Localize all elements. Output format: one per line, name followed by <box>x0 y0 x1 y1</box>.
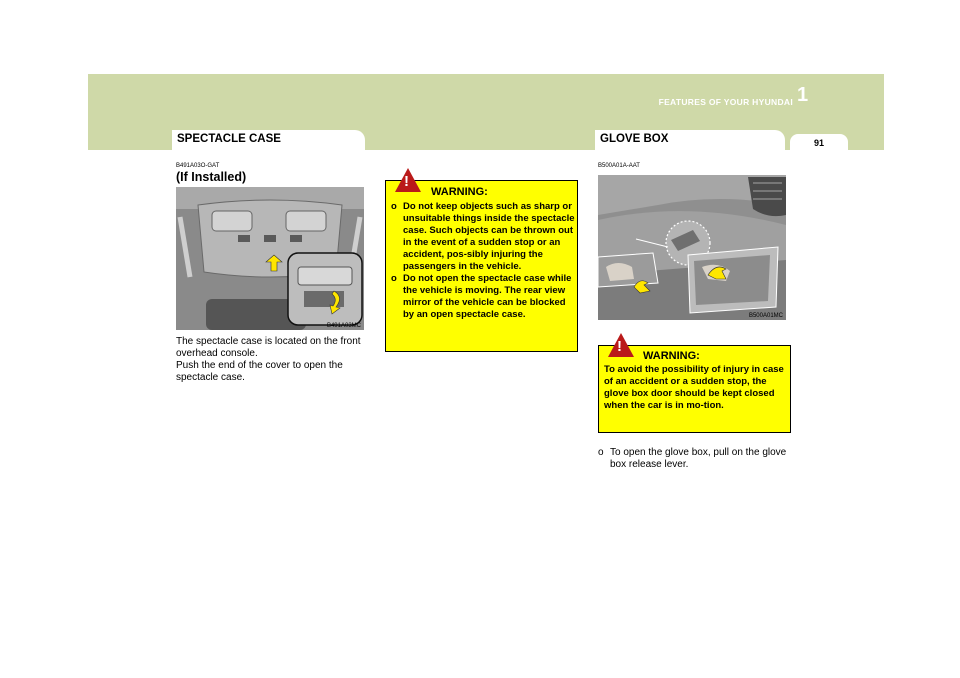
warning-list <box>391 201 575 321</box>
warning-item: o Do not keep objects such as sharp or unsuitable things inside the spectacle case. Such objects can be thrown out in the event of a sudden stop or an accident, pos-sibly injuring the passengers in the vehicle. <box>391 201 575 272</box>
section-title-glove-box: GLOVE BOX <box>595 130 785 150</box>
warning-icon: ! <box>608 333 634 357</box>
glove-box-warning-text: To avoid the possibility of injury in case of an accident or a sudden stop, the glove box door should be kept closed when the car is in mo-tion. <box>604 364 784 411</box>
glove-box-illustration <box>598 175 786 320</box>
if-installed-heading: (If Installed) <box>176 170 247 184</box>
warning-icon: ! <box>395 168 421 192</box>
spectacle-case-code: B491A03O-GAT <box>176 163 220 169</box>
spectacle-case-open-text: Push the end of the cover to open the spectacle case. <box>176 360 343 383</box>
spectacle-case-warning-box <box>385 173 578 352</box>
page-number: 91 <box>790 134 848 150</box>
warning-title: WARNING: <box>643 350 700 362</box>
overhead-console-illustration <box>176 187 364 330</box>
glove-box-code: B500A01A-AAT <box>598 163 640 169</box>
section-title-spectacle-case: SPECTACLE CASE <box>172 130 365 150</box>
spectacle-case-location-text: The spectacle case is located on the front overhead console. <box>176 336 361 359</box>
spectacle-case-photo <box>176 187 364 330</box>
warning-item: o Do not open the spectacle case while the vehicle is moving. The rear view mirror of the vehicle can be blocked by an open spectacle case. <box>391 273 572 320</box>
glove-box-warning-box <box>598 338 791 433</box>
photo-code-label: B500A01MC <box>748 313 783 319</box>
chapter-title: FEATURES OF YOUR HYUNDAI <box>658 97 793 107</box>
instruction-item: o To open the glove box, pull on the glove box release lever. <box>598 447 787 470</box>
glove-box-instructions <box>598 447 790 471</box>
warning-title: WARNING: <box>431 186 488 198</box>
photo-code-label: B491A03MC <box>326 323 361 329</box>
chapter-number: 1 <box>797 84 809 106</box>
glove-box-photo <box>598 175 786 320</box>
